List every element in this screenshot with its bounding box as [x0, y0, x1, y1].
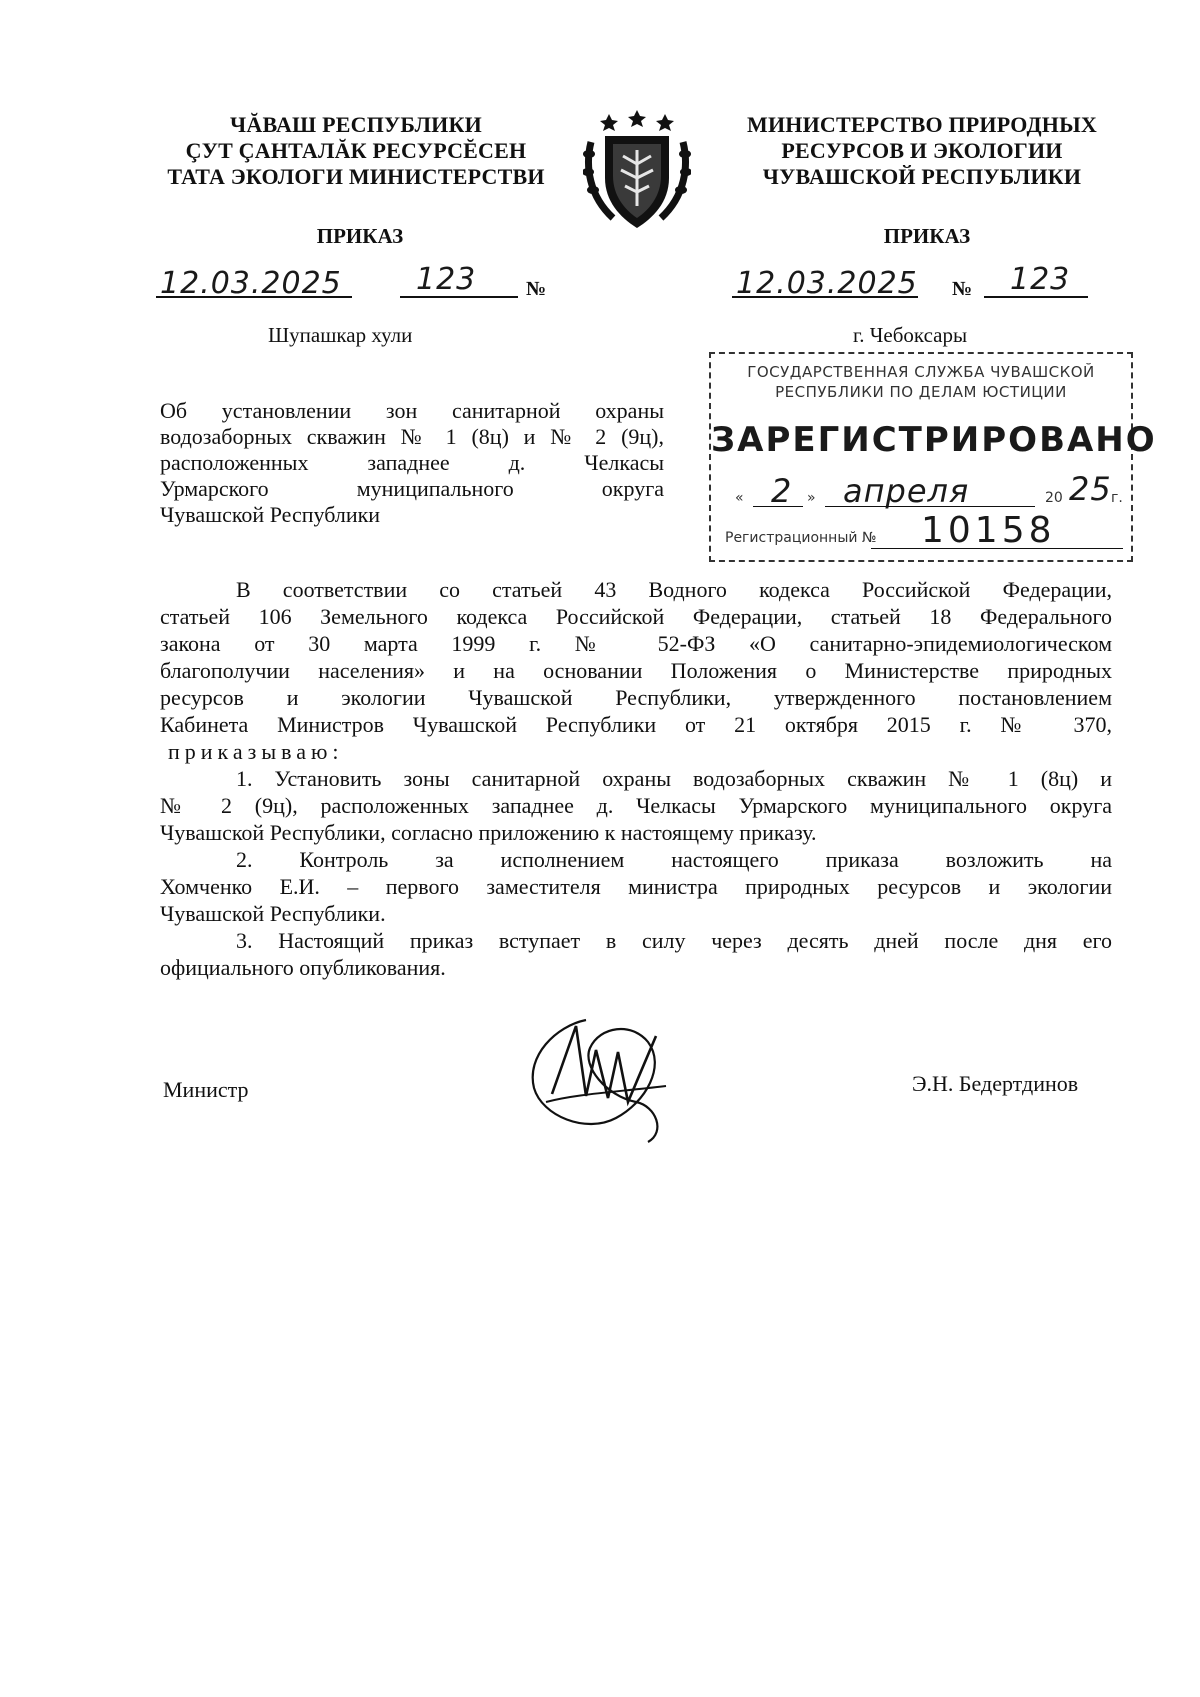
stamp-service-line-1: ГОСУДАРСТВЕННАЯ СЛУЖБА ЧУВАШСКОЙ — [747, 363, 1095, 381]
stamp-reg-number: 10158 — [921, 510, 1056, 551]
header-chuvash-line-3: ТАТА ЭКОЛОГИ МИНИСТЕРСТВИ — [167, 164, 545, 189]
date-underline-left — [156, 296, 352, 298]
item-2-line-3: Чувашской Республики. — [160, 901, 386, 926]
stamp-reg-underline — [871, 548, 1123, 549]
header-chuvash — [150, 112, 562, 190]
order-number-left: 123 — [416, 262, 477, 297]
item-1-line-1: 1. Установить зоны санитарной охраны водозаборных скважин № 1 (8ц) и — [236, 766, 1112, 791]
subject-line-2: водозаборных скважин № 1 (8ц) и № 2 (9ц), — [160, 424, 664, 449]
number-underline-right — [984, 296, 1088, 298]
stamp-service-line-2: РЕСПУБЛИКИ ПО ДЕЛАМ ЮСТИЦИИ — [775, 383, 1067, 401]
order-word: приказываю: — [168, 739, 344, 764]
signer-name: Э.Н. Бедертдинов — [912, 1071, 1079, 1096]
stamp-month-underline — [825, 506, 1035, 507]
order-number-right: 123 — [1010, 262, 1071, 297]
stamp-year-prefix: 20 — [1045, 490, 1063, 506]
preamble-line-6: Кабинета Министров Чувашской Республики от 21 октября 2015 г. № 370, — [160, 712, 1112, 737]
stamp-reg-label: Регистрационный № — [725, 530, 877, 546]
header-chuvash-line-1: ЧĂВАШ РЕСПУБЛИКИ — [230, 112, 482, 137]
order-date-left: 12.03.2025 — [160, 266, 342, 301]
preamble-line-3: закона от 30 марта 1999 г. № 52-ФЗ «О санитарно-эпидемиологическом — [160, 631, 1112, 656]
item-3-line-1: 3. Настоящий приказ вступает в силу через десять дней после дня его — [236, 928, 1112, 953]
order-date-right: 12.03.2025 — [736, 266, 918, 301]
header-russian-line-1: МИНИСТЕРСТВО ПРИРОДНЫХ — [746, 112, 1098, 137]
preamble-line-5: ресурсов и экологии Чувашской Республики, утвержденного постановлением — [160, 685, 1112, 710]
registration-stamp — [709, 352, 1157, 562]
stamp-day-underline — [753, 506, 803, 507]
city-chuvash: Шупашкар хули — [268, 323, 413, 347]
stamp-quote-close: » — [807, 490, 816, 506]
preamble-line-2: статьей 106 Земельного кодекса Российской Федерации, статьей 18 Федерального — [160, 604, 1112, 629]
stamp-registered: ЗАРЕГИСТРИРОВАНО — [711, 420, 1157, 460]
subject-line-4: Урмарского муниципального округа — [160, 476, 664, 501]
city-russian: г. Чебоксары — [853, 323, 968, 347]
signer-post: Министр — [163, 1077, 249, 1102]
header-russian-line-2: РЕСУРСОВ И ЭКОЛОГИИ — [781, 138, 1063, 163]
number-sign-right: № — [952, 278, 973, 300]
header-russian-line-3: ЧУВАШСКОЙ РЕСПУБЛИКИ — [762, 164, 1082, 189]
handwritten-signature-icon — [516, 1006, 676, 1151]
date-underline-right — [732, 296, 918, 298]
item-2-line-1: 2. Контроль за исполнением настоящего приказа возложить на — [236, 847, 1112, 872]
preamble-line-4: благополучии населения» и на основании Положения о Министерстве природных — [160, 658, 1112, 683]
order-subject — [160, 398, 664, 528]
stamp-date-row — [725, 472, 1125, 512]
preamble-line-1: В соответствии со статьей 43 Водного кодекса Российской Федерации, — [236, 577, 1112, 602]
item-3-line-2: официального опубликования. — [160, 955, 446, 980]
stamp-month: апреля — [843, 472, 970, 510]
stamp-service-name — [721, 362, 1121, 402]
header-chuvash-line-2: ÇУТ ÇАНТАЛĂК РЕСУРСĔСЕН — [185, 138, 527, 163]
order-label-russian: ПРИКАЗ — [883, 224, 971, 248]
stamp-year-unit: г. — [1111, 490, 1123, 506]
stamp-quote-open: « — [735, 490, 744, 506]
number-sign-left: № — [526, 278, 547, 300]
coat-of-arms-icon — [583, 106, 691, 232]
subject-line-5: Чувашской Республики — [160, 502, 381, 527]
stamp-regno-row — [725, 510, 1125, 552]
item-2-line-2: Хомченко Е.И. – первого заместителя министра природных ресурсов и экологии — [160, 874, 1112, 899]
number-underline-left — [400, 296, 518, 298]
order-body — [160, 576, 1112, 981]
item-1-line-2: № 2 (9ц), расположенных западнее д. Челкасы Урмарского муниципального округа — [160, 793, 1112, 818]
stamp-day: 2 — [771, 472, 793, 510]
subject-line-1: Об установлении зон санитарной охраны — [160, 398, 664, 423]
item-1-line-3: Чувашской Республики, согласно приложению к настоящему приказу. — [160, 820, 817, 845]
stamp-year-suffix: 25 — [1069, 470, 1112, 508]
header-russian — [732, 112, 1112, 190]
subject-line-3: расположенных западнее д. Челкасы — [160, 450, 664, 475]
order-label-chuvash: ПРИКАЗ — [316, 224, 404, 248]
